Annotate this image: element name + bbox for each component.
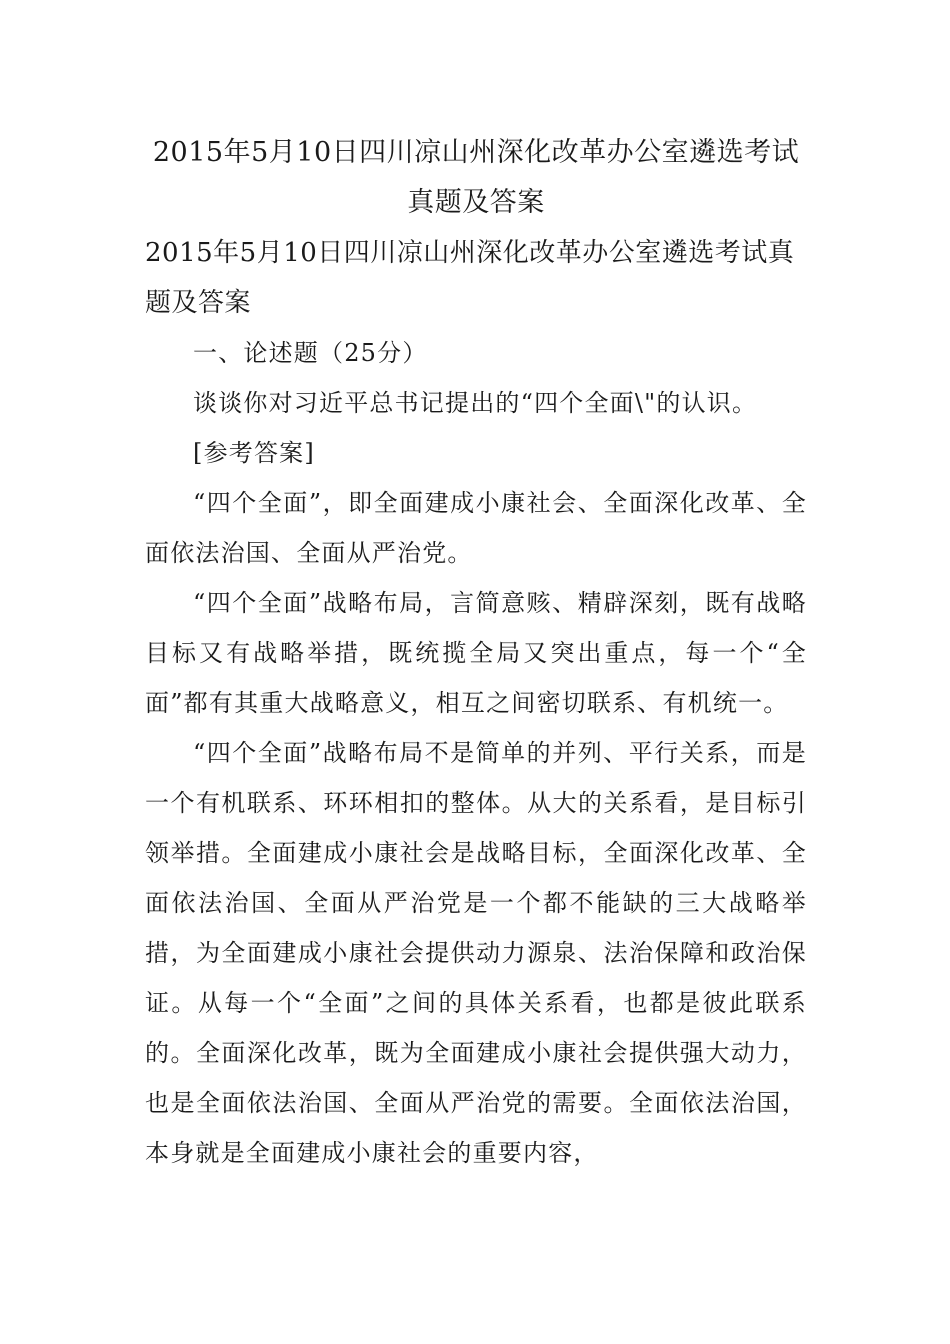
section-heading: 一、论述题（25分） (193, 339, 428, 367)
document-body (145, 128, 807, 1178)
answer-label: [参考答案] (193, 439, 315, 467)
question-text: 谈谈你对习近平总书记提出的“四个全面\"的认识。 (193, 389, 758, 417)
document-title: 2015年5月10日四川凉山州深化改革办公室遴选考试真题及答案 (152, 137, 800, 218)
answer-paragraph: “四个全面”，即全面建成小康社会、全面深化改革、全面依法治国、全面从严治党。 (145, 489, 807, 567)
document-subtitle: 2015年5月10日四川凉山州深化改革办公室遴选考试真题及答案 (145, 238, 795, 318)
answer-paragraph: “四个全面”战略布局，言简意赅、精辟深刻，既有战略目标又有战略举措，既统揽全局又突出重点，每一个“全面”都有其重大战略意义，相互之间密切联系、有机统一。 (145, 589, 807, 717)
answer-paragraph: “四个全面”战略布局不是简单的并列、平行关系，而是一个有机联系、环环相扣的整体。从大的关系看，是目标引领举措。全面建成小康社会是战略目标，全面深化改革、全面依法治国、全面从严治党是一个都不能缺的三大战略举措，为全面建成小康社会提供动力源泉、法治保障和政治保证。从每一个“全面”之间的具体关系看，也都是彼此联系的。全面深化改革，既为全面建成小康社会提供强大动力，也是全面依法治国、全面从严治党的需要。全面依法治国，本身就是全面建成小康社会的重要内容， (145, 739, 807, 1167)
